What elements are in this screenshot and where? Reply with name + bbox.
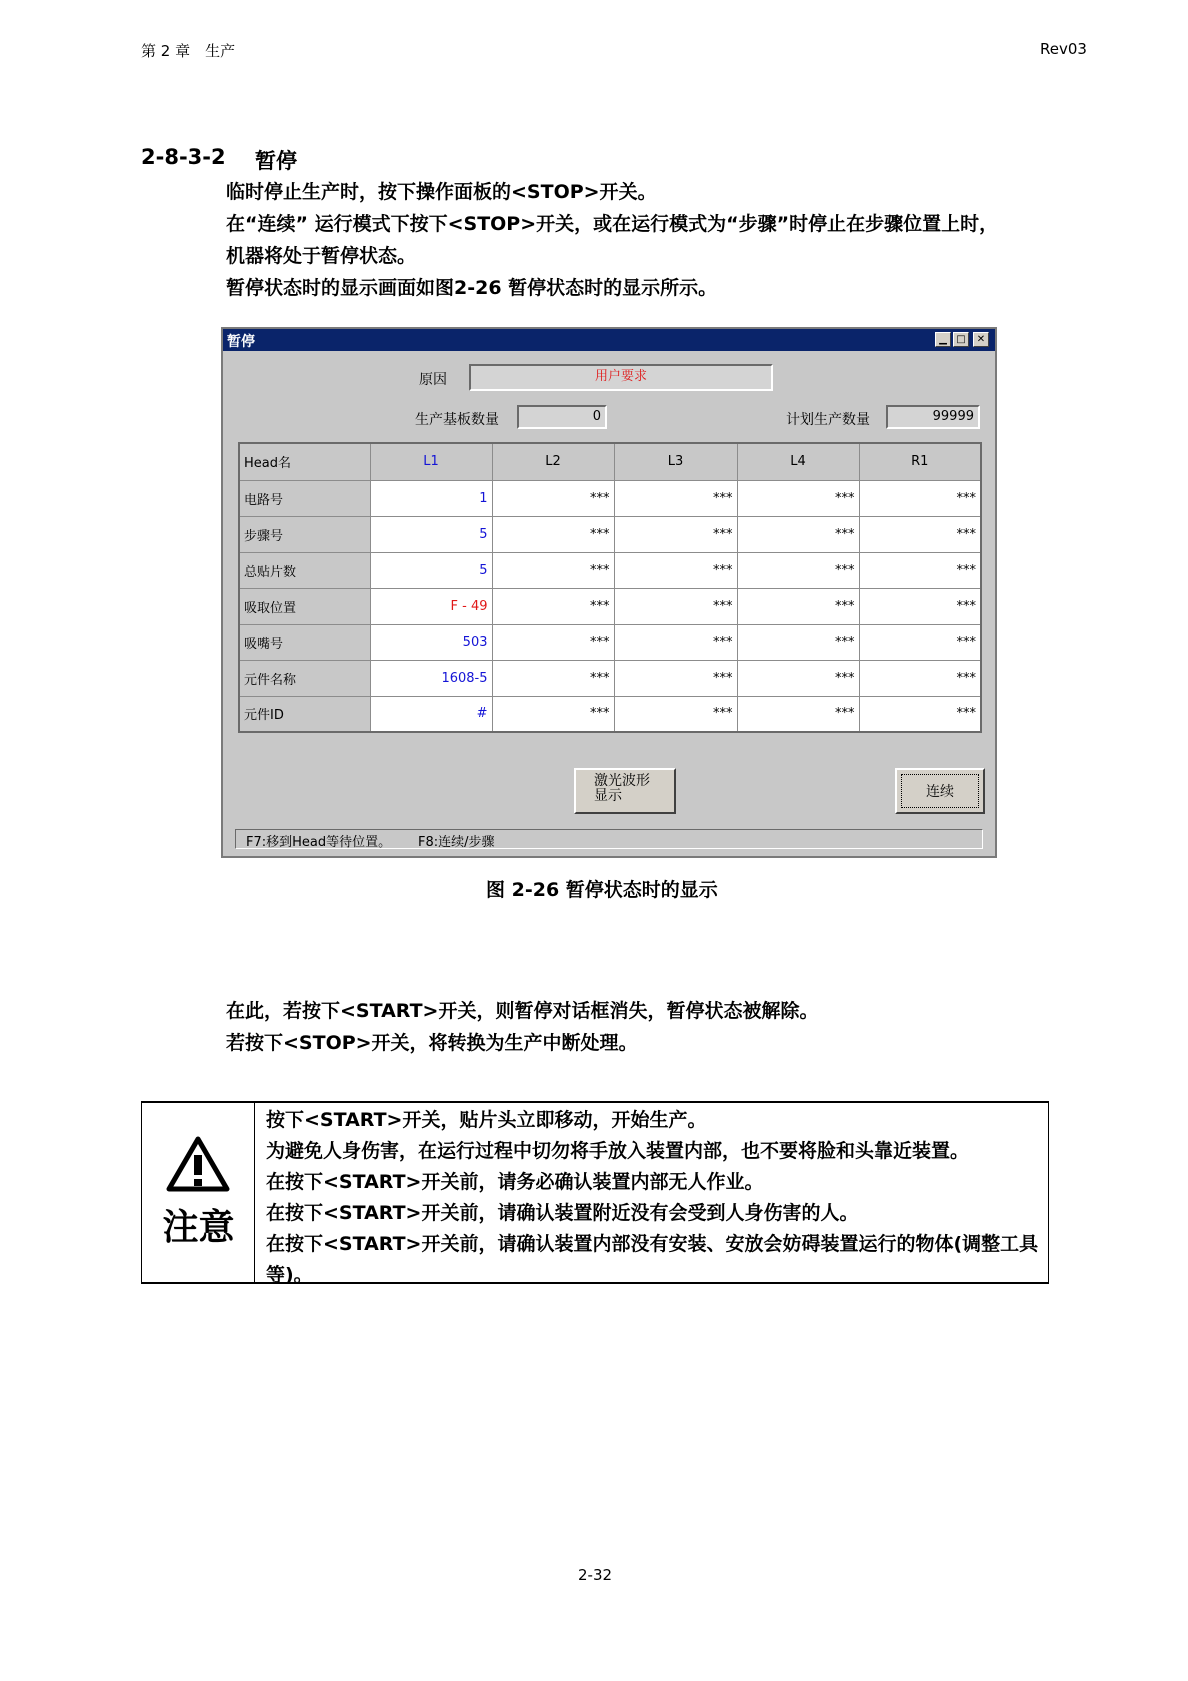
table-cell: *** (614, 624, 737, 660)
table-cell: *** (492, 624, 614, 660)
table-cell: *** (737, 696, 859, 732)
table-cell: F - 49 (370, 588, 492, 624)
caution-line: 在按下<START>开关前，请确认装置附近没有会受到人身伤害的人。 (266, 1202, 859, 1224)
table-row (239, 516, 981, 552)
table-cell: 5 (370, 516, 492, 552)
table-row (239, 660, 981, 696)
laser-waveform-button[interactable] (574, 768, 676, 814)
table-cell: *** (614, 696, 737, 732)
table-cell: *** (859, 516, 981, 552)
status-bar (235, 829, 983, 849)
caution-line: 在按下<START>开关前，请务必确认装置内部无人作业。 (266, 1171, 764, 1193)
table-cell: 1 (370, 480, 492, 516)
row-label: 步骤号 (239, 516, 370, 552)
table-cell: *** (614, 516, 737, 552)
table-cell: *** (492, 480, 614, 516)
section-title: 暂停 (255, 149, 297, 173)
table-cell: *** (737, 480, 859, 516)
close-icon[interactable]: ✕ (973, 332, 989, 347)
table-cell: *** (859, 624, 981, 660)
intro-line: 临时停止生产时，按下操作面板的<STOP>开关。 (226, 181, 657, 203)
caution-line: 按下<START>开关，贴片头立即移动，开始生产。 (266, 1109, 707, 1131)
warning-triangle-icon (165, 1135, 231, 1193)
pause-dialog (221, 327, 997, 858)
column-header[interactable]: L3 (614, 443, 737, 480)
section-number: 2-8-3-2 (141, 145, 226, 169)
laser-button-line: 显示 (594, 788, 622, 804)
table-row (239, 696, 981, 732)
planned-label: 计划生产数量 (786, 412, 870, 428)
status-f8: F8:连续/步骤 (418, 835, 495, 850)
table-cell: *** (859, 552, 981, 588)
boards-field (517, 405, 607, 429)
row-label: 元件ID (239, 696, 370, 732)
table-cell: *** (737, 588, 859, 624)
table-cell: *** (492, 588, 614, 624)
caution-line: 为避免人身伤害，在运行过程中切勿将手放入装置内部，也不要将脸和头靠近装置。 (266, 1140, 970, 1162)
row-label: 吸取位置 (239, 588, 370, 624)
table-cell: 5 (370, 552, 492, 588)
table-cell: *** (614, 480, 737, 516)
table-cell: 1608-5 (370, 660, 492, 696)
continue-button[interactable] (895, 768, 985, 814)
row-label: 元件名称 (239, 660, 370, 696)
column-header: Head名 (239, 443, 370, 480)
row-label: 总贴片数 (239, 552, 370, 588)
row-label: 吸嘴号 (239, 624, 370, 660)
boards-value: 0 (592, 409, 601, 424)
caution-box (141, 1101, 1049, 1284)
table-row (239, 552, 981, 588)
dialog-title: 暂停 (227, 334, 255, 350)
chapter-header: 第 2 章 生产 (141, 42, 236, 60)
planned-value: 99999 (932, 409, 974, 424)
table-cell: *** (859, 660, 981, 696)
maximize-icon[interactable]: □ (953, 332, 969, 347)
reason-field (469, 364, 773, 391)
reason-label: 原因 (419, 372, 447, 388)
intro-line: 在“连续” 运行模式下按下<STOP>开关，或在运行模式为“步骤”时停止在步骤位置上时， (226, 213, 999, 235)
continue-button-label: 连续 (901, 774, 979, 808)
caution-line: 在按下<START>开关前，请确认装置内部没有安装、安放会妨碍装置运行的物体(调整工具等)。 (266, 1233, 1039, 1286)
figure-caption: 图 2-26 暂停状态时的显示 (486, 879, 718, 901)
minimize-icon[interactable]: ▁ (935, 332, 951, 347)
row-label: 电路号 (239, 480, 370, 516)
caution-label-cell (142, 1103, 255, 1282)
column-header[interactable]: R1 (859, 443, 981, 480)
column-header[interactable]: L2 (492, 443, 614, 480)
table-header-row (239, 443, 981, 480)
boards-label: 生产基板数量 (415, 412, 499, 428)
status-f7: F7:移到Head等待位置。 (246, 835, 392, 850)
table-cell: *** (492, 552, 614, 588)
table-cell: *** (737, 624, 859, 660)
table-cell: *** (614, 660, 737, 696)
after-line: 在此，若按下<START>开关，则暂停对话框消失，暂停状态被解除。 (226, 1000, 819, 1022)
head-status-table (238, 442, 982, 733)
intro-line: 暂停状态时的显示画面如图2-26 暂停状态时的显示所示。 (226, 277, 718, 299)
planned-field (886, 405, 980, 429)
revision-label: Rev03 (1040, 40, 1087, 58)
table-cell: *** (492, 660, 614, 696)
table-cell: *** (492, 516, 614, 552)
table-cell: *** (614, 552, 737, 588)
table-cell: *** (859, 588, 981, 624)
table-row (239, 480, 981, 516)
table-cell: *** (737, 660, 859, 696)
page-number: 2-32 (578, 1566, 613, 1584)
after-paragraph (226, 995, 1126, 1059)
table-cell: # (370, 696, 492, 732)
table-cell: *** (614, 588, 737, 624)
laser-button-line: 激光波形 (594, 773, 650, 789)
dialog-titlebar (223, 329, 995, 351)
after-line: 若按下<STOP>开关，将转换为生产中断处理。 (226, 1032, 638, 1054)
table-cell: *** (737, 516, 859, 552)
caution-text (266, 1105, 1041, 1291)
table-cell: *** (737, 552, 859, 588)
table-row (239, 588, 981, 624)
table-row (239, 624, 981, 660)
intro-line: 机器将处于暂停状态。 (226, 245, 417, 267)
table-cell: *** (492, 696, 614, 732)
caution-label: 注意 (162, 1207, 235, 1248)
intro-paragraph (226, 176, 1126, 304)
table-cell: *** (859, 480, 981, 516)
column-header[interactable]: L4 (737, 443, 859, 480)
column-header[interactable]: L1 (370, 443, 492, 480)
table-cell: *** (859, 696, 981, 732)
reason-value: 用户要求 (594, 369, 647, 384)
table-cell: 503 (370, 624, 492, 660)
